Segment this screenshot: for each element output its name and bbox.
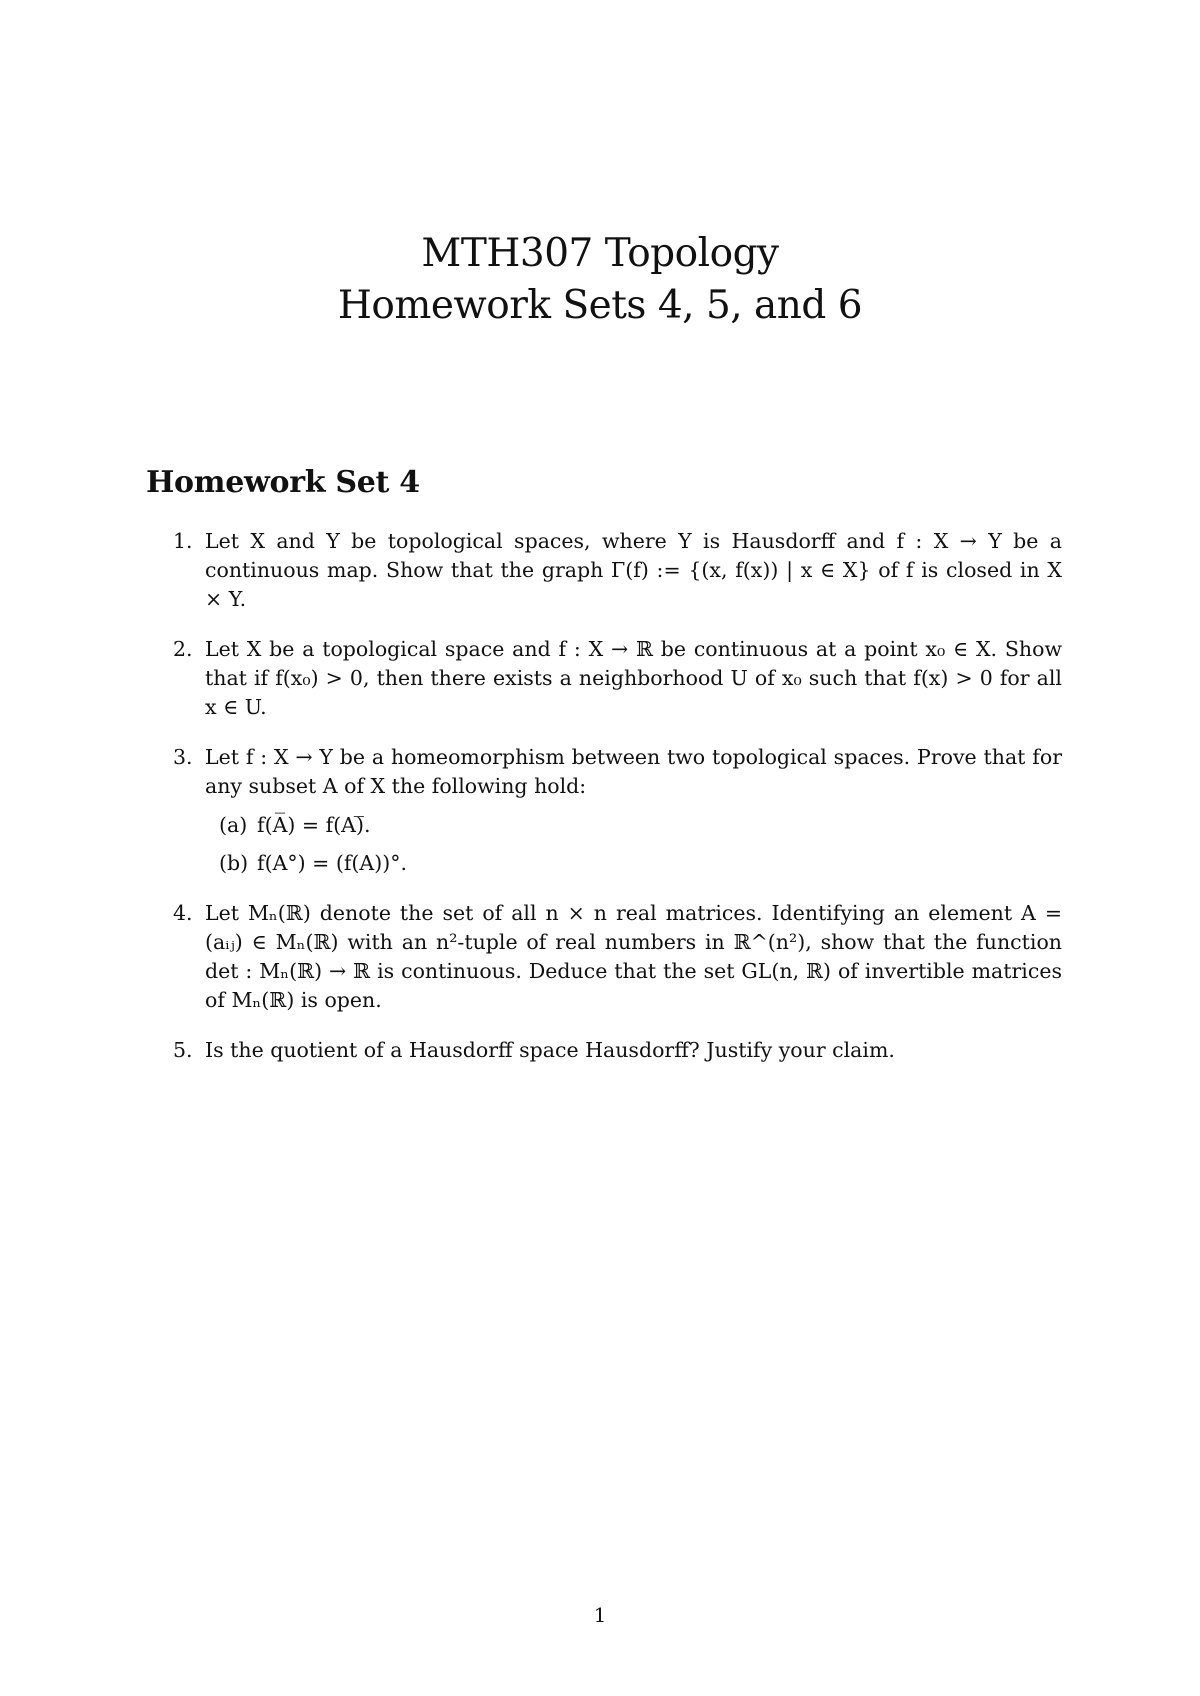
page-number: 1	[593, 1603, 607, 1627]
problem-number: 1.	[173, 529, 193, 553]
subpart-text: f(A°) = (f(A))°.	[257, 851, 407, 875]
subpart-a	[205, 811, 1062, 840]
homework-sets-subtitle: Homework Sets 4, 5, and 6	[337, 283, 863, 328]
problem-2	[146, 635, 1062, 722]
problem-list	[146, 527, 1062, 1086]
section-heading: Homework Set 4	[146, 465, 420, 500]
problem-number: 2.	[173, 637, 193, 661]
subpart-label: (b)	[219, 851, 249, 875]
subpart-list	[205, 811, 1062, 878]
subpart-label: (a)	[219, 813, 248, 837]
document-title	[0, 228, 1200, 332]
problem-5	[146, 1036, 1062, 1065]
subpart-b	[205, 849, 1062, 878]
problem-4	[146, 899, 1062, 1015]
problem-text: Is the quotient of a Hausdorff space Hausdorff? Justify your claim.	[205, 1038, 895, 1062]
problem-text: Let X be a topological space and f : X → ℝ be continuous at a point x₀ ∈ X. Show that if f(x₀) > 0, then there exists a neighborhood U of x₀ such that f(x) > 0 for all x ∈ U.	[205, 637, 1062, 719]
problem-text: Let Mₙ(ℝ) denote the set of all n × n real matrices. Identifying an element A = (aᵢⱼ) ∈ Mₙ(ℝ) with an n²-tuple of real numbers in ℝ^(n²), show that the function det : Mₙ(ℝ) → ℝ is continuous. Deduce that the set GL(n, ℝ) of invertible matrices of Mₙ(ℝ) is open.	[205, 901, 1062, 1012]
subpart-text: f(A̅) = f(A)̅.	[257, 813, 371, 837]
course-title: MTH307 Topology	[421, 231, 779, 276]
problem-1	[146, 527, 1062, 614]
problem-number: 4.	[173, 901, 193, 925]
problem-text: Let X and Y be topological spaces, where Y is Hausdorff and f : X → Y be a continuous map. Show that the graph Γ(f) := {(x, f(x)) | x ∈ X} of f is closed in X × Y.	[205, 529, 1062, 611]
problem-number: 3.	[173, 745, 193, 769]
problem-3	[146, 743, 1062, 878]
problem-number: 5.	[173, 1038, 193, 1062]
problem-text: Let f : X → Y be a homeomorphism between two topological spaces. Prove that for any subset A of X the following hold:	[205, 745, 1062, 798]
